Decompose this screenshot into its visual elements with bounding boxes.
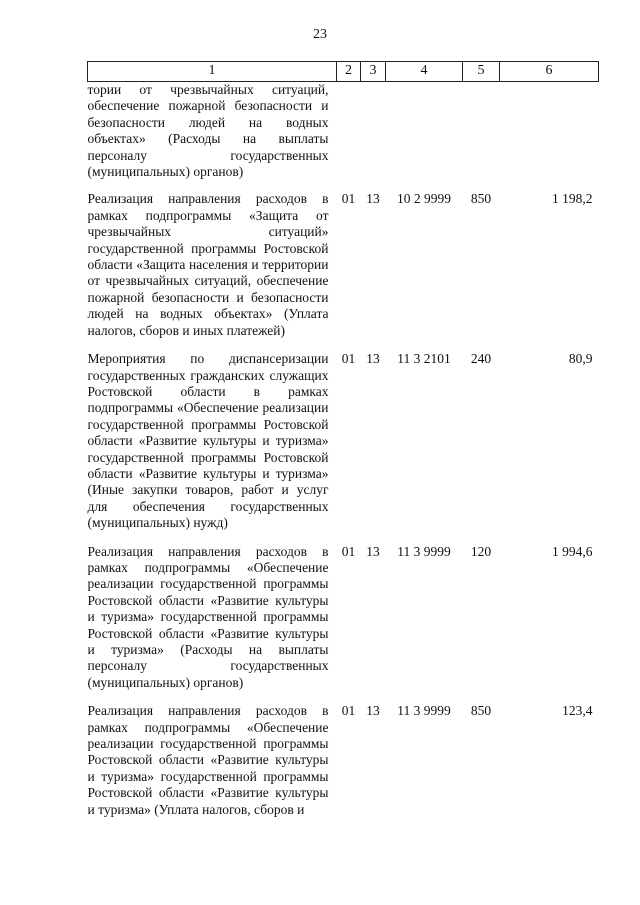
target-article-code: 11 3 9999 xyxy=(397,543,451,559)
expense-type-code: 120 xyxy=(470,543,492,559)
target-article-code: 11 3 2101 xyxy=(397,351,451,367)
column-header-4: 4 xyxy=(386,62,463,82)
column-header-6: 6 xyxy=(500,62,599,82)
amount-value: 1 198,2 xyxy=(552,191,593,207)
table-row xyxy=(88,82,599,192)
expense-type-code: 850 xyxy=(470,191,492,207)
section-code: 01 xyxy=(341,543,356,559)
table-row xyxy=(88,191,599,351)
table-row xyxy=(88,703,599,818)
row-description: Реализация направления расходов в рамках подпрограммы «Обеспечение реализации государственной программы Ростовской области «Развитие культуры и туризма» государственной программы Ростовской области «Развитие культуры и туризма» (Расходы на выплаты персоналу государственных (муниципальных) органов) xyxy=(87,543,329,690)
subsection-code: 13 xyxy=(366,703,380,719)
row-description: Мероприятия по диспансеризации государственных гражданских служащих Ростовской области в рамках подпрограммы «Обеспечение реализации государственной программы Ростовской области «Развитие культуры и туризма» государственной программы Ростовской области «Развитие культуры и туризма» (Иные закупки товаров, работ и услуг для обеспечения государственных (муниципальных) нужд) xyxy=(87,351,329,531)
row-description: тории от чрезвычайных ситуаций, обеспечение пожарной безопасности и безопасности людей на водных объектах» (Расходы на выплаты персоналу государственных (муниципальных) органов) xyxy=(87,82,329,180)
column-header-3: 3 xyxy=(361,62,386,82)
subsection-code: 13 xyxy=(366,191,380,207)
section-code xyxy=(337,82,361,192)
amount-value: 1 994,6 xyxy=(552,543,593,559)
table-header xyxy=(88,62,599,82)
expense-type-code xyxy=(463,82,500,192)
page-number: 23 xyxy=(313,27,327,42)
table-row xyxy=(88,544,599,704)
subsection-code xyxy=(361,82,386,192)
column-header-1: 1 xyxy=(88,62,337,82)
budget-table xyxy=(87,61,599,818)
table-row xyxy=(88,351,599,543)
row-description: Реализация направления расходов в рамках подпрограммы «Защита от чрезвычайных ситуаций» государственной программы Ростовской области «Защита населения и территории от чрезвычайных ситуаций, обеспечение пожарной безопасности и безопасности людей на водных объектах» (Уплата налогов, сборов и иных платежей) xyxy=(87,191,329,338)
target-article-code: 10 2 9999 xyxy=(397,191,451,207)
amount-value: 123,4 xyxy=(562,703,593,719)
column-header-5: 5 xyxy=(463,62,500,82)
expense-type-code: 850 xyxy=(470,703,492,719)
row-description: Реализация направления расходов в рамках подпрограммы «Обеспечение реализации государственной программы Ростовской области «Развитие культуры и туризма» государственной программы Ростовской области «Развитие культуры и туризма» (Уплата налогов, сборов и xyxy=(87,703,329,817)
expense-type-code: 240 xyxy=(470,351,492,367)
subsection-code: 13 xyxy=(366,351,380,367)
subsection-code: 13 xyxy=(366,543,380,559)
amount-value: 80,9 xyxy=(568,351,593,367)
target-article-code: 11 3 9999 xyxy=(397,703,451,719)
amount-value xyxy=(500,82,599,192)
section-code: 01 xyxy=(341,191,356,207)
column-header-2: 2 xyxy=(337,62,361,82)
target-article-code xyxy=(386,82,463,192)
section-code: 01 xyxy=(341,703,356,719)
section-code: 01 xyxy=(341,351,356,367)
